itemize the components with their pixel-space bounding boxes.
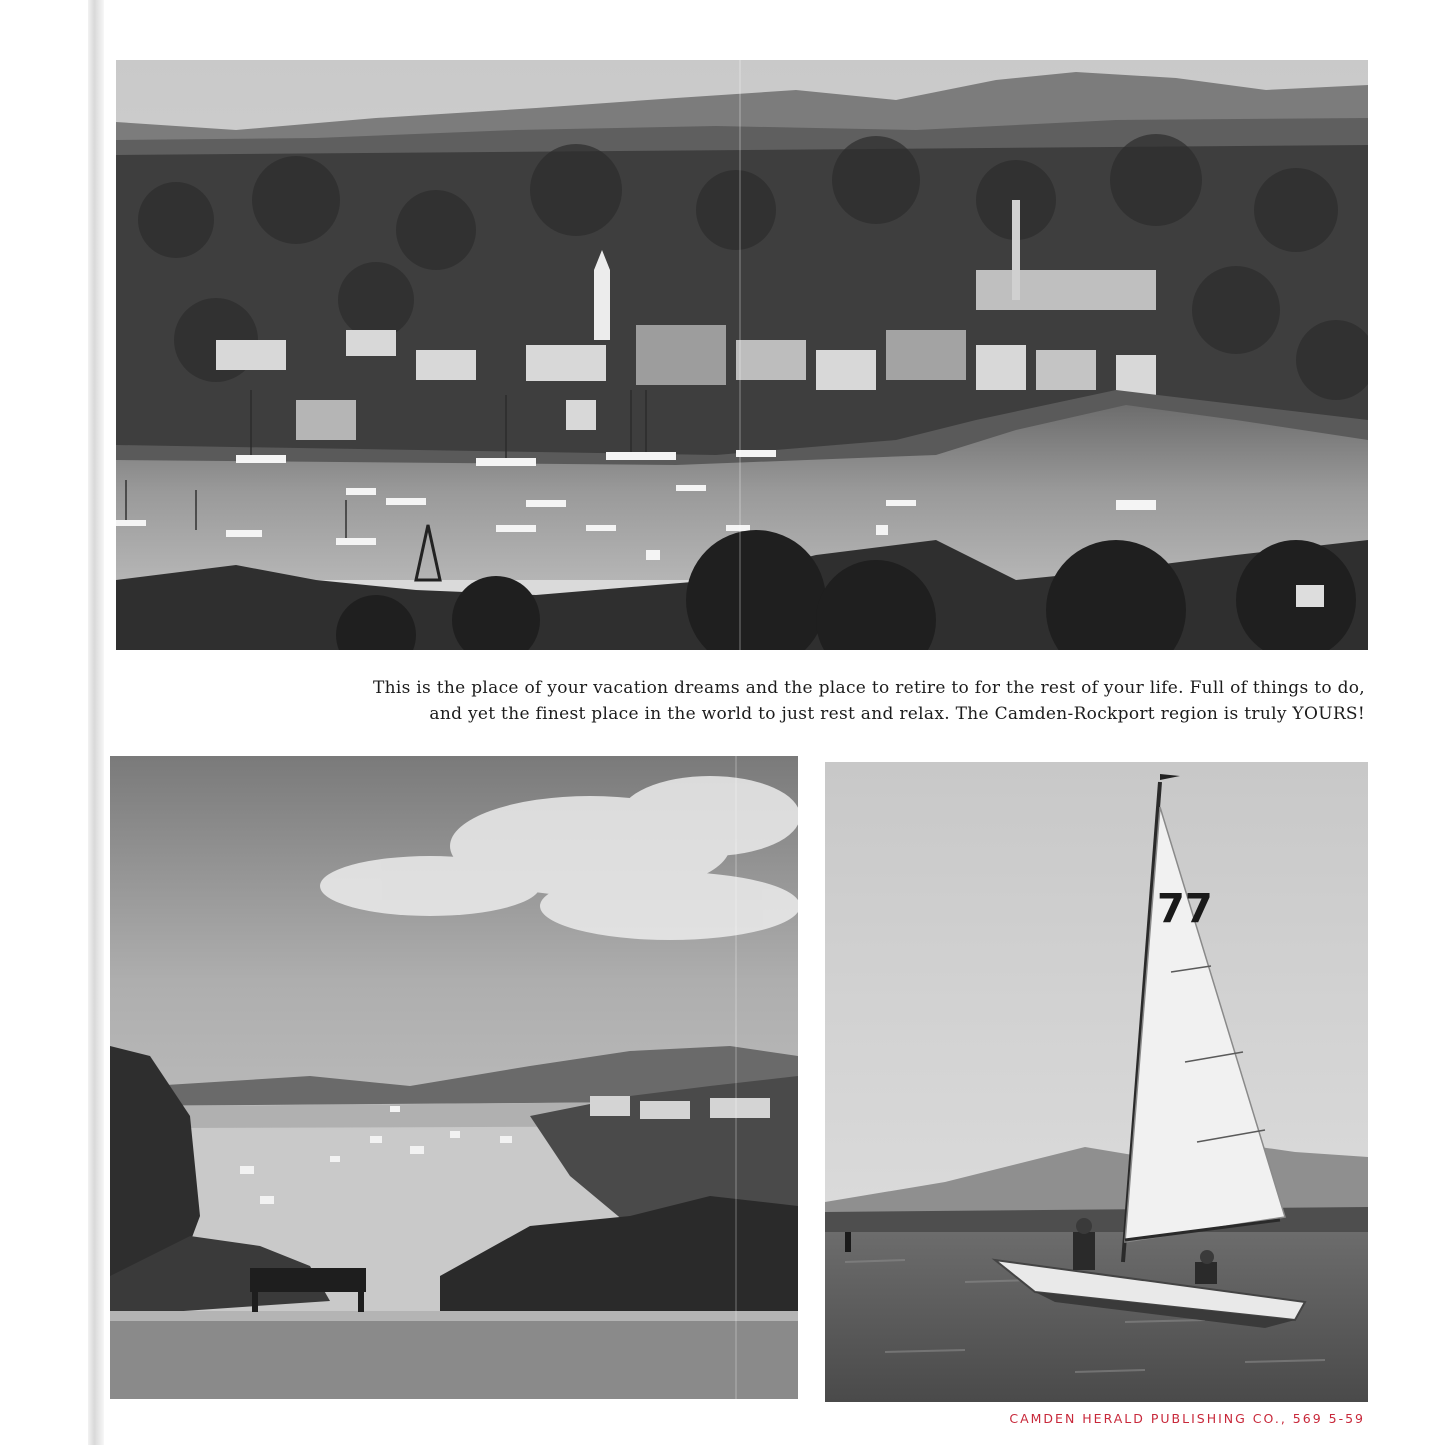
sail-number: 77: [1157, 886, 1213, 932]
page-fold-edge: [88, 0, 104, 1445]
harbor-park-illustration: [110, 756, 798, 1399]
harbor-aerial-illustration: [116, 60, 1368, 650]
sailboat-illustration: [825, 762, 1368, 1402]
publisher-credit: CAMDEN HERALD PUBLISHING CO., 569 5-59: [1009, 1411, 1365, 1426]
harbor-aerial-photo: [116, 60, 1368, 650]
caption-line-2: and yet the finest place in the world to just rest and relax. The Camden-Rockport region is truly YOURS!: [429, 704, 1365, 724]
brochure-caption: [120, 675, 1365, 727]
harbor-park-photo: [110, 756, 798, 1399]
caption-line-1: This is the place of your vacation dreams and the place to retire to for the rest of your life. Full of things to do,: [372, 678, 1365, 698]
sailboat-photo: [825, 762, 1368, 1402]
